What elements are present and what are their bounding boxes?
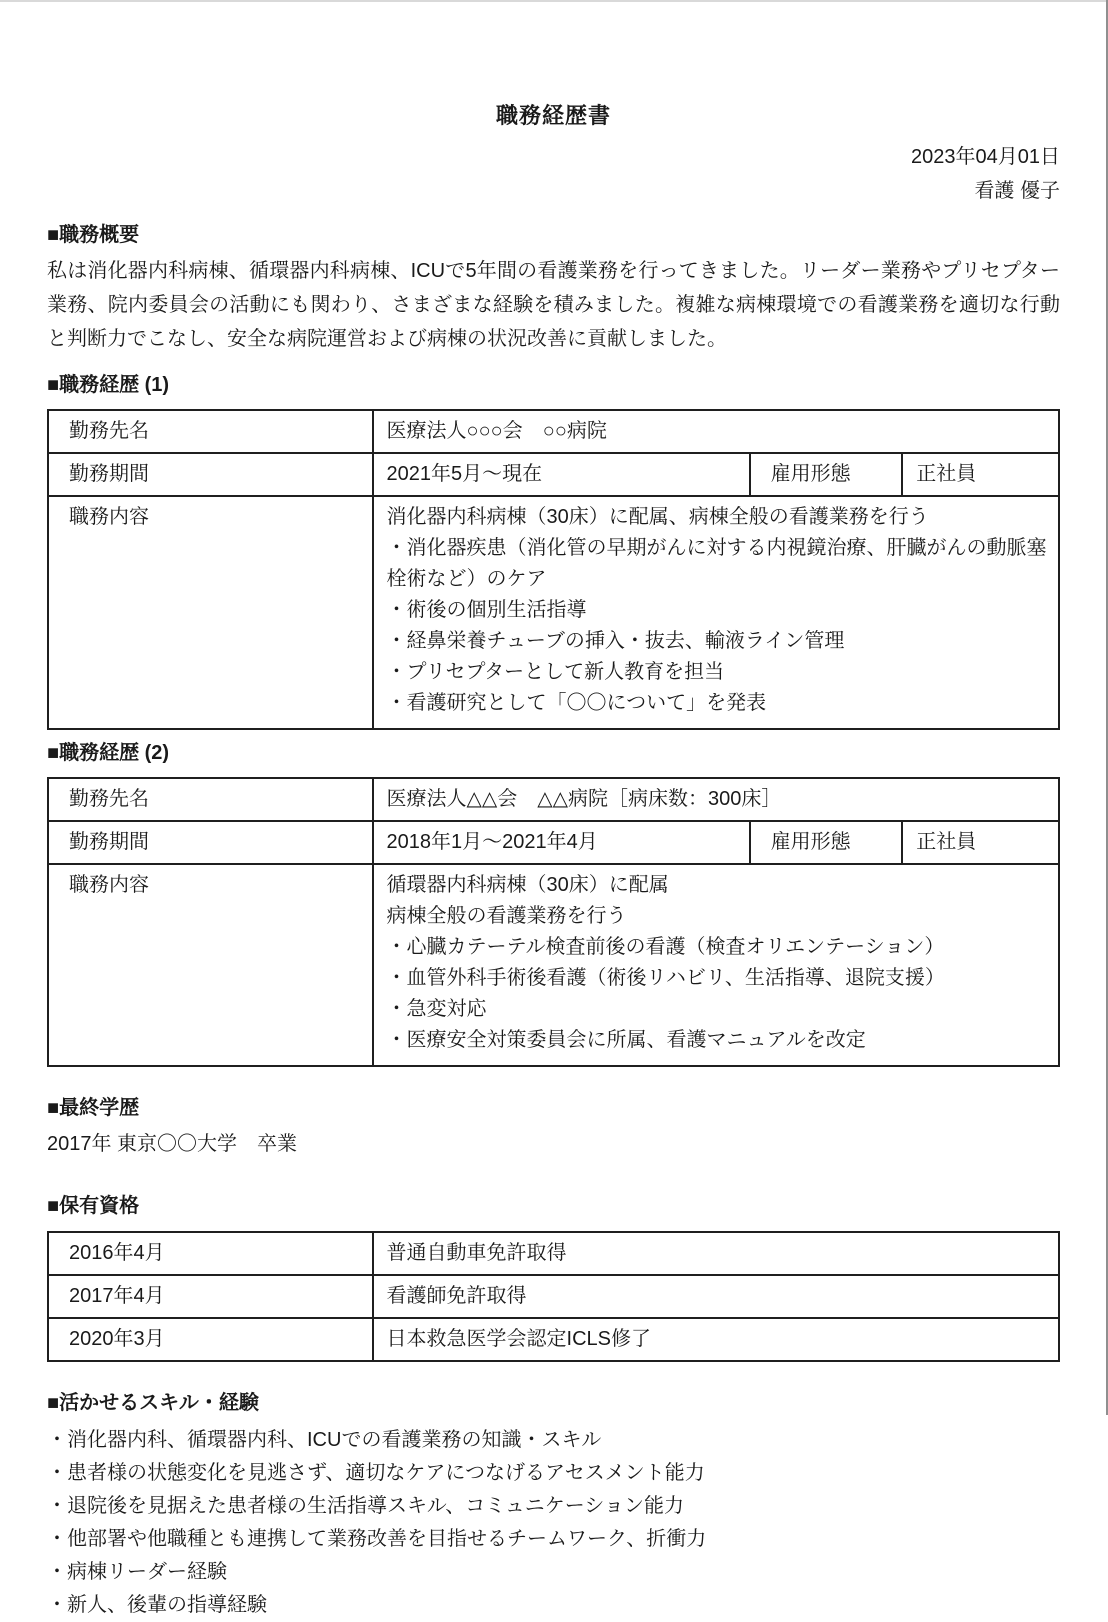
duties-label: 職務内容 [48,496,373,729]
page-top-border [0,0,1108,2]
summary-paragraph: 私は消化器内科病棟、循環器内科病棟、ICUで5年間の看護業務を行ってきました。リーダー業務やプリセプター業務、院内委員会の活動にも関わり、さまざまな経験を積みました。複雑な病棟環境での看護業務を適切な行動と判断力でこなし、安全な病院運営および病棟の状況改善に貢献しました。 [47,260,1060,350]
job1-table [47,409,1060,730]
period-label: 勤務期間 [48,821,373,864]
qualification-row [48,1232,1059,1275]
qualification-name: 看護師免許取得 [373,1275,1059,1318]
employment-type-label: 雇用形態 [750,821,903,864]
employment-type-label: 雇用形態 [750,453,903,496]
job1-period-value: 2021年5月～現在 [373,453,750,496]
duty-line: ・血管外科手術後看護（術後リハビリ、生活指導、退院支援） [386,967,945,989]
section-heading-skills: ■活かせるスキル・経験 [47,1392,259,1414]
skill-item: ・退院後を見据えた患者様の生活指導スキル、コミュニケーション能力 [47,1495,684,1517]
job2-company-value: 医療法人△△会 △△病院［病床数：300床］ [373,778,1059,821]
document-date: 2023年04月01日 [911,146,1060,168]
job1-period-row [48,453,1059,496]
qualification-name: 日本救急医学会認定ICLS修了 [373,1318,1059,1361]
qualification-row [48,1275,1059,1318]
job1-duties-row [48,496,1059,729]
skill-item: ・患者様の状態変化を見逃さず、適切なケアにつなげるアセスメント能力 [47,1462,705,1484]
duty-line: ・医療安全対策委員会に所属、看護マニュアルを改定 [386,1029,866,1051]
duty-line: ・プリセプターとして新人教育を担当 [386,661,725,683]
qualification-date: 2017年4月 [48,1275,373,1318]
qualification-date: 2016年4月 [48,1232,373,1275]
duty-line: ・心臓カテーテル検査前後の看護（検査オリエンテーション） [386,936,945,958]
education-entry: 2017年 東京〇〇大学 卒業 [47,1133,298,1155]
company-label: 勤務先名 [48,778,373,821]
qualification-name: 普通自動車免許取得 [373,1232,1059,1275]
duty-line: ・経鼻栄養チューブの挿入・抜去、輸液ライン管理 [386,630,845,652]
duty-line: 病棟全般の看護業務を行う [386,905,627,927]
job1-duties-value [373,496,1059,729]
job2-period-row [48,821,1059,864]
qualification-row [48,1318,1059,1361]
section-heading-education: ■最終学歴 [47,1097,140,1119]
company-label: 勤務先名 [48,410,373,453]
section-heading-job1: ■職務経歴 (1) [47,374,170,396]
job1-employment-type-value: 正社員 [902,453,1059,496]
duty-line: 循環器内科病棟（30床）に配属 [386,874,669,896]
skills-list [47,1424,1060,1622]
duty-line: ・急変対応 [386,998,487,1020]
qualification-date: 2020年3月 [48,1318,373,1361]
section-heading-summary: ■職務概要 [47,224,140,246]
duty-line: ・術後の個別生活指導 [386,599,587,621]
job2-employment-type-value: 正社員 [902,821,1059,864]
page-title: 職務経歴書 [495,103,611,128]
job2-company-row [48,778,1059,821]
duty-line: ・看護研究として「〇〇について」を発表 [386,692,767,714]
period-label: 勤務期間 [48,453,373,496]
skill-item: ・他部署や他職種とも連携して業務改善を目指せるチームワーク、折衝力 [47,1528,707,1550]
skill-item: ・消化器内科、循環器内科、ICUでの看護業務の知識・スキル [47,1429,602,1451]
job2-duties-row [48,864,1059,1066]
job2-period-value: 2018年1月～2021年4月 [373,821,750,864]
section-heading-qualifications: ■保有資格 [47,1195,140,1217]
job2-duties-value [373,864,1059,1066]
duty-line: 消化器内科病棟（30床）に配属、病棟全般の看護業務を行う [386,506,929,528]
duties-label: 職務内容 [48,864,373,1066]
author-name: 看護 優子 [974,180,1060,202]
qualifications-table [47,1231,1060,1362]
job2-table [47,777,1060,1067]
section-heading-job2: ■職務経歴 (2) [47,742,170,764]
duty-line: ・消化器疾患（消化管の早期がんに対する内視鏡治療、肝臓がんの動脈塞栓術など）のケア [386,537,1047,590]
skill-item: ・新人、後輩の指導経験 [47,1594,267,1616]
skill-item: ・病棟リーダー経験 [47,1561,227,1583]
job1-company-row [48,410,1059,453]
job1-company-value: 医療法人○○○会 ○○病院 [373,410,1059,453]
